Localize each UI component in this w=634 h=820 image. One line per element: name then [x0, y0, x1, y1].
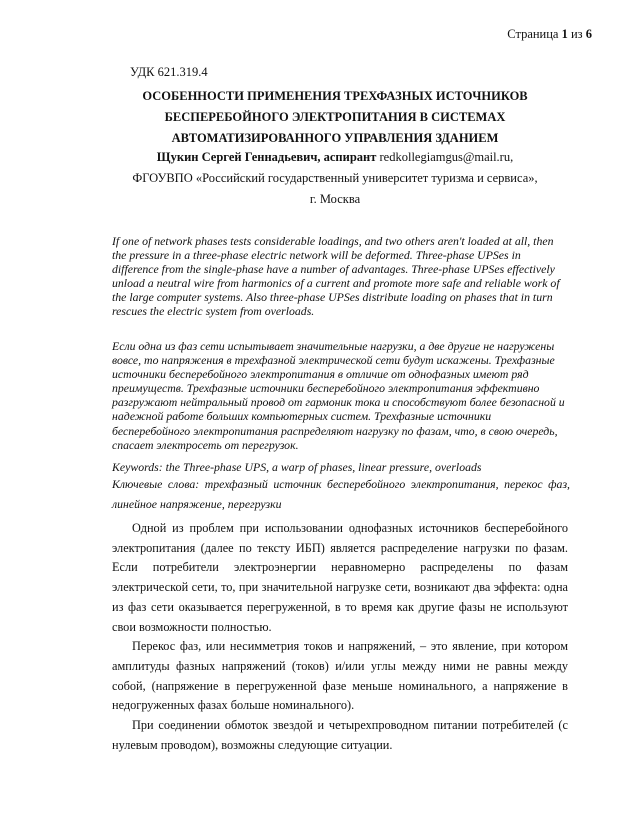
page-indicator	[507, 27, 592, 42]
body-paragraph-3: При соединении обмоток звездой и четырехпроводном питании потребителей (с нулевым проводом), возможны следующие ситуации.	[112, 718, 568, 752]
title-line-1: ОСОБЕННОСТИ ПРИМЕНЕНИЯ ТРЕХФАЗНЫХ ИСТОЧНИКОВ	[142, 89, 528, 103]
keywords-english: Keywords: the Three-phase UPS, a warp of phases, linear pressure, overloads	[112, 460, 482, 474]
page-of: из	[570, 27, 583, 41]
body-paragraph-2: Перекос фаз, или несимметрия токов и напряжений, – это явление, при котором амплитуды фазных напряжений (токов) и/или углы между ними не равны между собой, (напряжение в перегруженной фазе меньше номинального, а напряжение в недогруженных фазах больше номинального).	[112, 639, 568, 713]
article-title	[100, 86, 570, 149]
title-line-3: АВТОМАТИЗИРОВАННОГО УПРАВЛЕНИЯ ЗДАНИЕМ	[171, 131, 499, 145]
title-line-2: БЕСПЕРЕБОЙНОГО ЭЛЕКТРОПИТАНИЯ В СИСТЕМАХ	[164, 110, 506, 124]
page-label: Страница	[507, 27, 559, 41]
affiliation-org: ФГОУВПО «Российский государственный университет туризма и сервиса»,	[132, 171, 538, 185]
author-line	[100, 147, 570, 168]
page-current: 1	[561, 27, 568, 41]
udk-code: УДК 621.319.4	[130, 65, 208, 79]
affiliation	[90, 168, 580, 210]
article-body	[112, 519, 568, 755]
keywords-russian: Ключевые слова: трехфазный источник бесперебойного электропитания, перекос фаз, линейное напряжение, перегрузки	[112, 477, 570, 511]
author-email: redkollegiamgus@mail.ru,	[379, 150, 514, 164]
abstract-english: If one of network phases tests considerable loadings, and two others aren't loaded at all, then the pressure in a three-phase electric network will be deformed. Three-phase UPSes in difference from the single-phase have a number of advantages. Three-phase UPSes effectively unload a neutral wire from harmonics of a current and promote more safe and reliable work of the large computer systems. Also three-phase UPSes distribute loading on phases that in turn rescues the electric system from overloads.	[112, 234, 560, 319]
abstract-russian: Если одна из фаз сети испытывает значительные нагрузки, а две другие не нагружены вовсе, то напряжения в трехфазной электрической сети будут искажены. Трехфазные источники бесперебойного электропитания в отличие от однофазных имеют ряд преимуществ. Трехфазные источники бесперебойного электропитания эффективно разгружают нейтральный провод от гармоник тока и способствуют более безопасной и надежной работе больших компьютерных систем. Трехфазные источники бесперебойного электропитания распределяют нагрузку по фазам, что, в свою очередь, спасает электросеть от перегрузок.	[112, 339, 565, 452]
body-paragraph-1: Одной из проблем при использовании однофазных источников бесперебойного электропитания (далее по тексту ИБП) является распределение нагрузки по фазам. Если потребители электроэнергии неравномерно распределены по фазам электрической сети, то, при значительной нагрузке сети, возникают два эффекта: одна из фаз сети оказывается перегруженной, в то время как другие фазы не используют свои возможности полностью.	[112, 521, 568, 634]
author-name: Щукин Сергей Геннадьевич, аспирант	[156, 150, 377, 164]
page-total: 6	[585, 27, 592, 41]
affiliation-city: г. Москва	[309, 192, 361, 206]
